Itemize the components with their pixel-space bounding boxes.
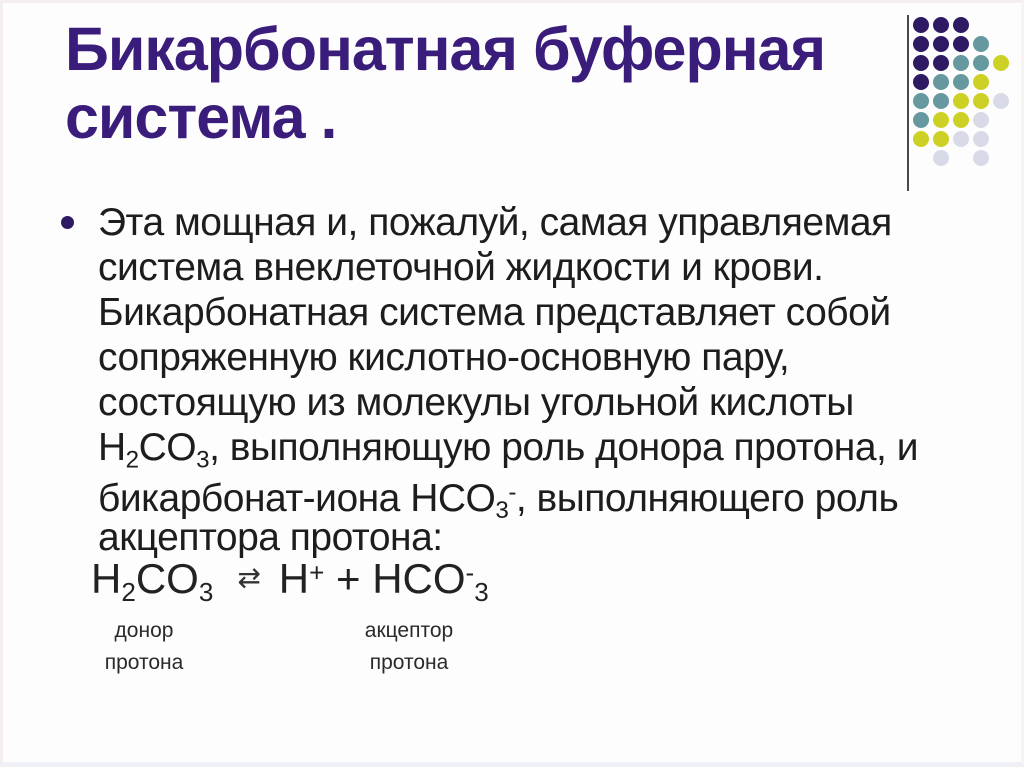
- equation-label-donor-line-2: протона: [104, 651, 184, 674]
- decorative-dot: [973, 131, 989, 147]
- decorative-dot: [933, 93, 949, 109]
- body-line: бикарбонат-иона $HCO_3^-$, выполняющего роль: [98, 476, 899, 525]
- decorative-dot: [953, 93, 969, 109]
- decorative-dot: [953, 74, 969, 90]
- decorative-dot: [973, 36, 989, 52]
- decorative-dot: [953, 112, 969, 128]
- slide-title-line-1: Бикарбонатная буферная: [65, 15, 826, 83]
- decorative-dot: [933, 36, 949, 52]
- decorative-dot: [953, 55, 969, 71]
- decorative-divider-line: [907, 15, 909, 191]
- decorative-dot: [973, 93, 989, 109]
- decorative-dot: [993, 93, 1009, 109]
- body-line: Бикарбонатная система представляет собой: [98, 291, 891, 334]
- decorative-dot: [913, 131, 929, 147]
- decorative-dot: [953, 131, 969, 147]
- decorative-dot: [953, 36, 969, 52]
- decorative-dot-pattern: [913, 17, 1024, 177]
- body-paragraph: [98, 200, 928, 560]
- decorative-dot: [993, 55, 1009, 71]
- decorative-dot: [953, 17, 969, 33]
- decorative-dot: [973, 55, 989, 71]
- decorative-dot: [913, 93, 929, 109]
- body-line: сопряженную кислотно-основную пару,: [98, 336, 790, 379]
- decorative-dot: [973, 150, 989, 166]
- bullet-marker-icon: [61, 216, 74, 229]
- decorative-dot: [933, 17, 949, 33]
- body-line: состоящую из молекулы угольной кислоты: [98, 381, 854, 424]
- decorative-dot: [913, 17, 929, 33]
- decorative-dot: [933, 74, 949, 90]
- decorative-dot: [933, 150, 949, 166]
- equation-label-acceptor-line-2: протона: [369, 651, 449, 674]
- slide-title: [65, 15, 905, 151]
- decorative-dot: [933, 131, 949, 147]
- equation-label-donor-line-1: донор: [114, 619, 174, 642]
- body-line: $H_2CO_3$, выполняющую роль донора протона, и: [98, 426, 918, 474]
- decorative-dot: [973, 112, 989, 128]
- equation-label-acceptor-line-1: акцептор: [364, 619, 454, 642]
- slide-title-line-2: система .: [65, 83, 337, 151]
- decorative-dot: [913, 74, 929, 90]
- body-line: система внеклеточной жидкости и крови.: [98, 246, 824, 289]
- chemical-equation: $H_2CO_3$ ⇄ $H^+ + HCO^-_3$: [91, 555, 489, 607]
- decorative-dot: [913, 36, 929, 52]
- decorative-dot: [913, 112, 929, 128]
- body-line: акцептора протона:: [98, 516, 443, 559]
- equation-label-donor: [105, 615, 184, 679]
- decorative-dot: [933, 112, 949, 128]
- decorative-dot: [913, 55, 929, 71]
- body-line: Эта мощная и, пожалуй, самая управляемая: [98, 201, 892, 244]
- decorative-dot: [933, 55, 949, 71]
- equation-label-acceptor: [365, 615, 453, 679]
- decorative-dot: [973, 74, 989, 90]
